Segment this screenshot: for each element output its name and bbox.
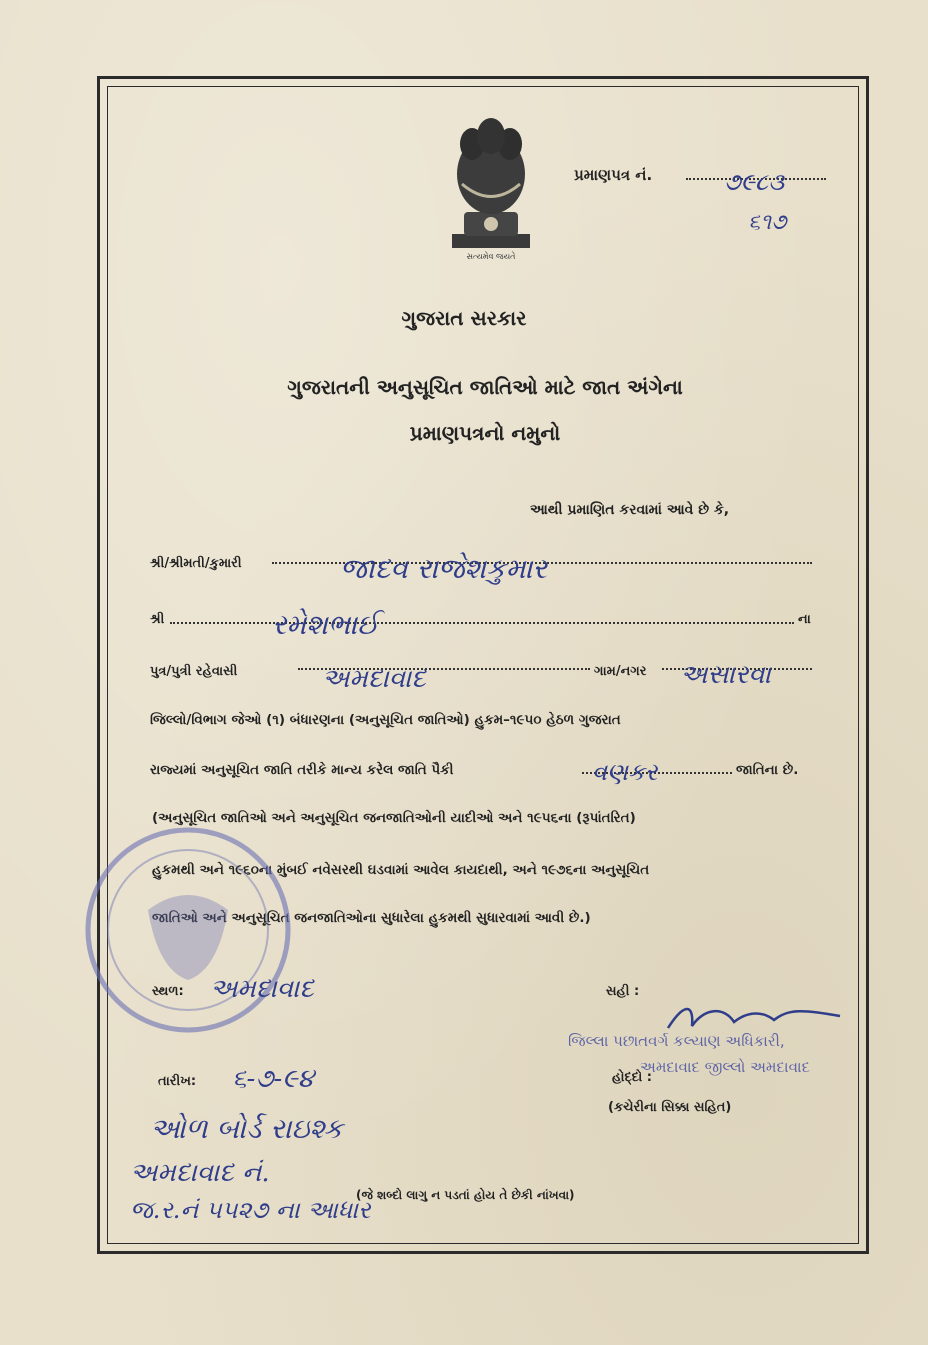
note-line-3: જાતિઓ અને અનુસૂચિત જનજાતિઓના સુધારેલા હુકમથી સુધારવામાં આવી છે.) bbox=[152, 910, 591, 926]
caste-value: વણકર bbox=[592, 758, 658, 786]
father-suffix: ના bbox=[798, 612, 811, 627]
handwritten-note-line-1: ઓળ બોર્ડ રાઇશ્ક bbox=[150, 1112, 343, 1145]
date-label: તારીખ: bbox=[158, 1074, 197, 1089]
village-label: ગામ/નગર bbox=[594, 664, 647, 679]
heading-line-2: પ્રમાણપત્રનો નમુનો bbox=[409, 421, 561, 445]
state-line-prefix: રાજ્યમાં અનુસૂચિત જાતિ તરીકે માન્ય કરેલ જાતિ પૈકી bbox=[150, 762, 454, 778]
place-value: અમદાવાદ bbox=[210, 974, 314, 1004]
signature-label: સહી : bbox=[606, 984, 640, 999]
father-rule bbox=[170, 622, 794, 624]
government-title: ગુજરાત સરકાર bbox=[401, 306, 527, 330]
footnote: (જે શબ્દો લાગુ ન પડતાં હોય તે છેકી નાંખવા) bbox=[356, 1188, 575, 1202]
certify-text: આથી પ્રમાણિત કરવામાં આવે છે કે, bbox=[530, 502, 730, 518]
father-value: રમેશભાઈ bbox=[272, 608, 379, 641]
name-label: શ્રી/શ્રીમતી/કુમારી bbox=[150, 556, 242, 571]
village-value: અસારવા bbox=[680, 660, 771, 690]
district-line: જિલ્લો/વિભાગ જેઓ (૧) બંધારણના (અનુસૂચિત જાતિઓ) હુકમ–૧૯૫૦ હેઠળ ગુજરાત bbox=[150, 712, 621, 728]
resident-label: પુત્ર/પુત્રી રહેવાસી bbox=[150, 664, 238, 679]
national-emblem-icon bbox=[442, 114, 540, 264]
certificate-heading bbox=[140, 364, 830, 456]
place-label: સ્થળ: bbox=[152, 984, 184, 999]
official-round-stamp-icon bbox=[78, 820, 298, 1040]
note-line-2: હુકમથી અને ૧૯૬૦ના મુંબઈ નવેસરથી ઘડવામાં આવેલ કાયદાથી, અને ૧૯૭૬ના અનુસૂચિત bbox=[152, 862, 650, 878]
emblem-motto: સત્યમેવ જયતે bbox=[466, 252, 516, 261]
stamp-line-2: અમદાવાદ જીલ્લો અમદાવાદ bbox=[640, 1058, 810, 1076]
designation-label: હોદ્દો : bbox=[612, 1070, 653, 1085]
date-value: ૬-૭-૯૪ bbox=[232, 1064, 314, 1094]
handwritten-note-line-2: અમદાવાદ નં. bbox=[130, 1158, 270, 1188]
note-line-1: (અનુસૂચિત જાતિઓ અને અનુસૂચિત જનજાતિઓની યાદીઓ અને ૧૯૫૬ના (રૂપાંતરિત) bbox=[152, 810, 636, 826]
stamp-line-1: જિલ્લા પછાતવર્ગ કલ્યાણ અધિકારી, bbox=[568, 1032, 785, 1050]
certificate-number-label: પ્રમાણપત્ર નં. bbox=[574, 166, 653, 184]
father-label: શ્રી bbox=[150, 612, 165, 627]
name-value: જાદવ રાજેશકુમાર bbox=[340, 552, 547, 585]
certificate-number-value: ૭૯૮૩ bbox=[724, 168, 785, 196]
office-seal-note: (કચેરીના સિક્કા સહિત) bbox=[608, 1100, 732, 1115]
heading-line-1: ગુજરાતની અનુસૂચિત જાતિઓ માટે જાત અંગેના bbox=[287, 375, 683, 399]
handwritten-note-line-3: જ.ર.નં ૫૫૨૭ ના આધાર bbox=[130, 1196, 371, 1224]
state-line-suffix: જાતિના છે. bbox=[736, 762, 799, 778]
certificate-number-subvalue: ૬૧૭ bbox=[748, 210, 787, 235]
resident-value: અમદાવાદ bbox=[322, 664, 426, 694]
